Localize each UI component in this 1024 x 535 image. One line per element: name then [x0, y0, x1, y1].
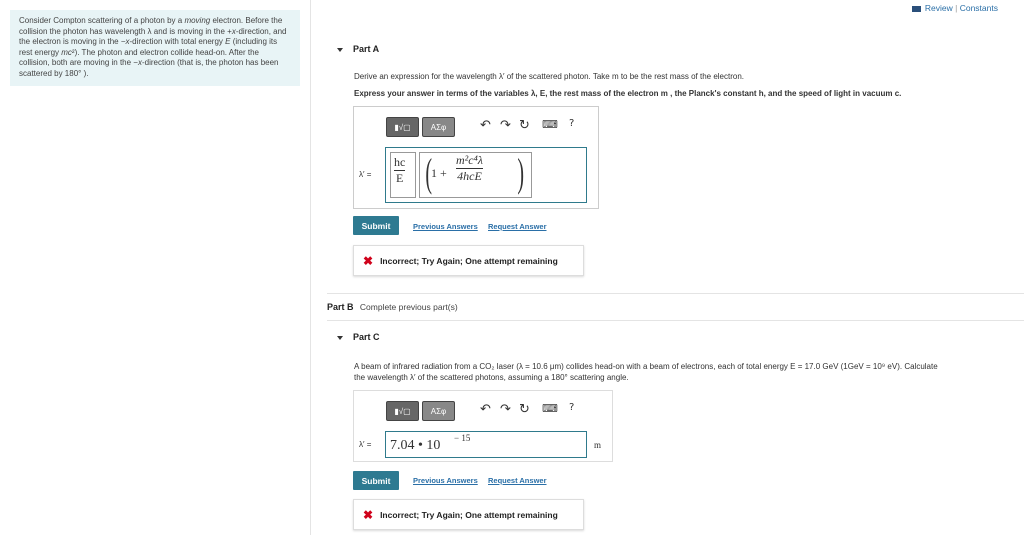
part-c-answer-panel [353, 390, 613, 462]
part-c-math-input[interactable] [385, 431, 587, 458]
part-c-feedback [353, 499, 584, 530]
templates-button[interactable]: ▮√▢ [386, 401, 419, 421]
part-a-answer-label: λ′ = [359, 170, 372, 179]
part-c-question-line1: A beam of infrared radiation from a CO₂ laser (λ = 10.6 μm) collides head-on with a beam of electrons, each of total energy E = 17.0 GeV (1GeV = 10⁹ eV). Calculate [354, 362, 938, 371]
undo-icon[interactable]: ↶ [480, 402, 491, 417]
keyboard-icon[interactable]: ⌨ [542, 402, 558, 415]
redo-icon[interactable]: ↷ [500, 118, 511, 133]
part-a-instruction: Express your answer in terms of the variables λ, E, the rest mass of the electron m , the Planck's constant h, and the speed of light in vacuum c. [354, 89, 902, 98]
reset-icon[interactable]: ↻ [519, 402, 530, 417]
review-link[interactable]: Review [924, 3, 953, 13]
part-a-answer-panel [353, 106, 599, 209]
reset-icon[interactable]: ↻ [519, 118, 530, 133]
help-icon[interactable]: ? [569, 118, 575, 129]
problem-intro: Consider Compton scattering of a photon by a moving electron. Before the collision the photon has wavelength λ and is moving in the +x-direction, and the electron is moving in the −x-direction with total energy E (including its rest energy mc²). The photon and electron collide head-on. After the collision, both are moving in the −x-direction (that is, the photon has been scattered by 180° ). [10, 10, 300, 86]
part-c-request-answer-link[interactable]: Request Answer [488, 476, 547, 485]
f1-numerator: hc [394, 155, 406, 169]
part-c-answer-value: 7.04 • 10 [390, 438, 441, 453]
part-c-answer-label: λ′ = [359, 440, 372, 449]
part-b-status: Complete previous part(s) [359, 302, 458, 312]
symbols-button[interactable]: ΑΣφ [422, 401, 455, 421]
part-a-question: Derive an expression for the wavelength λ′ of the scattered photon. Take m to be the rest mass of the electron. [354, 72, 745, 81]
part-a-request-answer-link[interactable]: Request Answer [488, 222, 547, 231]
collapse-caret-icon[interactable] [337, 336, 343, 340]
part-a-title: Part A [353, 44, 380, 54]
part-a-previous-answers-link[interactable]: Previous Answers [413, 222, 478, 231]
part-c-unit: m [594, 440, 602, 450]
help-icon[interactable]: ? [569, 402, 575, 413]
header-links [912, 3, 998, 13]
part-c-submit-button[interactable]: Submit [353, 471, 399, 490]
part-a-submit-button[interactable]: Submit [353, 216, 399, 235]
redo-icon[interactable]: ↷ [500, 402, 511, 417]
part-a-feedback [353, 245, 584, 276]
collapse-caret-icon[interactable] [337, 48, 343, 52]
part-a-math-input[interactable]: hc E ( 1 + m²c⁴λ 4hcE ) [385, 147, 587, 203]
incorrect-x-icon: ✖ [363, 253, 374, 268]
keyboard-icon[interactable]: ⌨ [542, 118, 558, 131]
symbols-button[interactable]: ΑΣφ [422, 117, 455, 137]
separator: | [955, 3, 958, 13]
constants-link[interactable]: Constants [959, 3, 998, 13]
part-c-header[interactable] [337, 332, 380, 342]
fraction-m2c4-over-4hce [456, 153, 483, 184]
part-a-header[interactable] [337, 44, 379, 54]
templates-button[interactable]: ▮√▢ [386, 117, 419, 137]
part-c-answer-exponent: − 15 [454, 433, 471, 443]
review-icon [912, 6, 921, 12]
one-plus: 1 + [431, 166, 447, 180]
incorrect-x-icon: ✖ [363, 507, 374, 522]
divider [327, 320, 1024, 321]
f1-denominator: E [395, 171, 404, 185]
part-c-title: Part C [353, 332, 380, 342]
part-a-feedback-text: Incorrect; Try Again; One attempt remaining [380, 255, 558, 266]
fraction-h-over-e [394, 155, 405, 186]
part-c-previous-answers-link[interactable]: Previous Answers [413, 476, 478, 485]
part-b-header [327, 302, 458, 312]
part-c-feedback-text: Incorrect; Try Again; One attempt remaining [380, 509, 558, 520]
f2-denominator: 4hcE [457, 169, 482, 183]
part-c-question-line2: the wavelength λ′ of the scattered photons, assuming a 180° scattering angle. [354, 373, 629, 382]
part-b-title: Part B [327, 302, 354, 312]
f2-numerator: m²c⁴λ [456, 153, 483, 167]
undo-icon[interactable]: ↶ [480, 118, 491, 133]
divider [327, 293, 1024, 294]
